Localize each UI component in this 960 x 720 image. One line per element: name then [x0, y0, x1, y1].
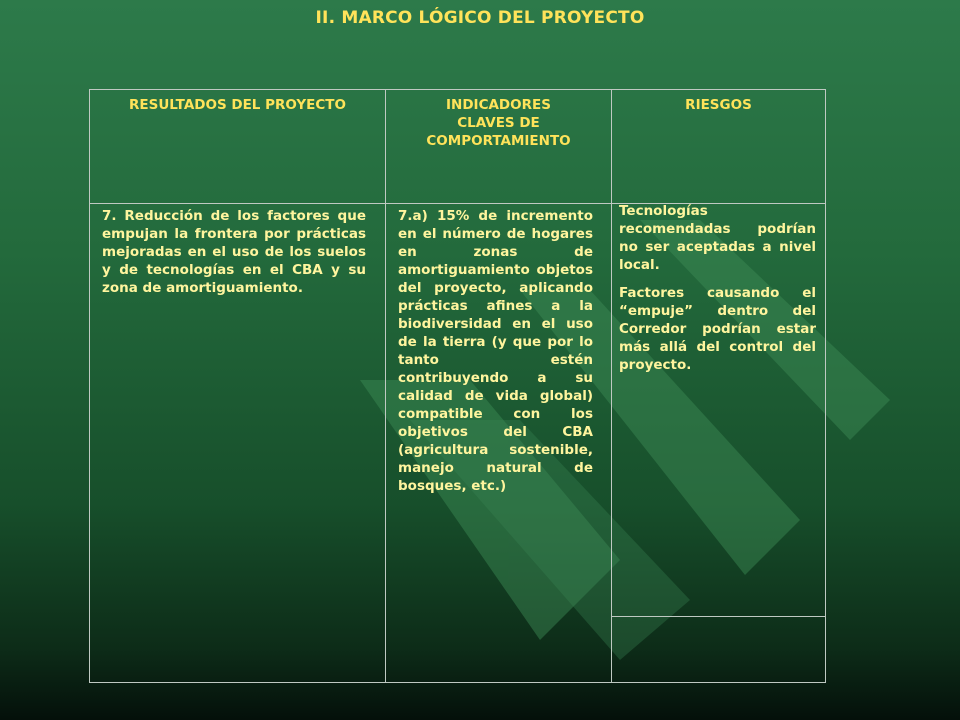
- header-risks: RIESGOS: [685, 97, 752, 113]
- table-border-left: [89, 89, 90, 683]
- logframe-table: [89, 89, 826, 683]
- risk-item: Tecnologías recomendadas podrían no ser aceptadas a nivel local.: [619, 203, 816, 273]
- table-border-right: [825, 89, 826, 683]
- header-results: RESULTADOS DEL PROYECTO: [129, 97, 346, 113]
- table-border-bottom: [89, 682, 826, 683]
- result-cell: 7. Reducción de los factores que empujan la frontera por prácticas mejoradas en el uso de los suelos y de tecnologías en el CBA y su zona de amortiguamiento.: [102, 208, 366, 296]
- risk-item: Factores causando el “empuje” dentro del Corredor podrían estar más allá del control del proyecto.: [619, 285, 816, 373]
- risks-cell: [619, 202, 816, 384]
- header-indicators: INDICADORES CLAVES DE COMPORTAMIENTO: [426, 97, 571, 149]
- table-risks-divider: [611, 616, 826, 617]
- slide-title: II. MARCO LÓGICO DEL PROYECTO: [315, 8, 645, 28]
- table-divider-col-1: [385, 89, 386, 683]
- indicator-cell: 7.a) 15% de incremento en el número de hogares en zonas de amortiguamiento objetos del proyecto, aplicando prácticas afines a la biodiversidad en el uso de la tierra (y que por lo tanto estén contribuyendo a su calidad de vida global) compatible con los objetivos del CBA (agricultura sostenible, manejo natural de bosques, etc.): [398, 208, 593, 494]
- table-divider-col-2: [611, 89, 612, 683]
